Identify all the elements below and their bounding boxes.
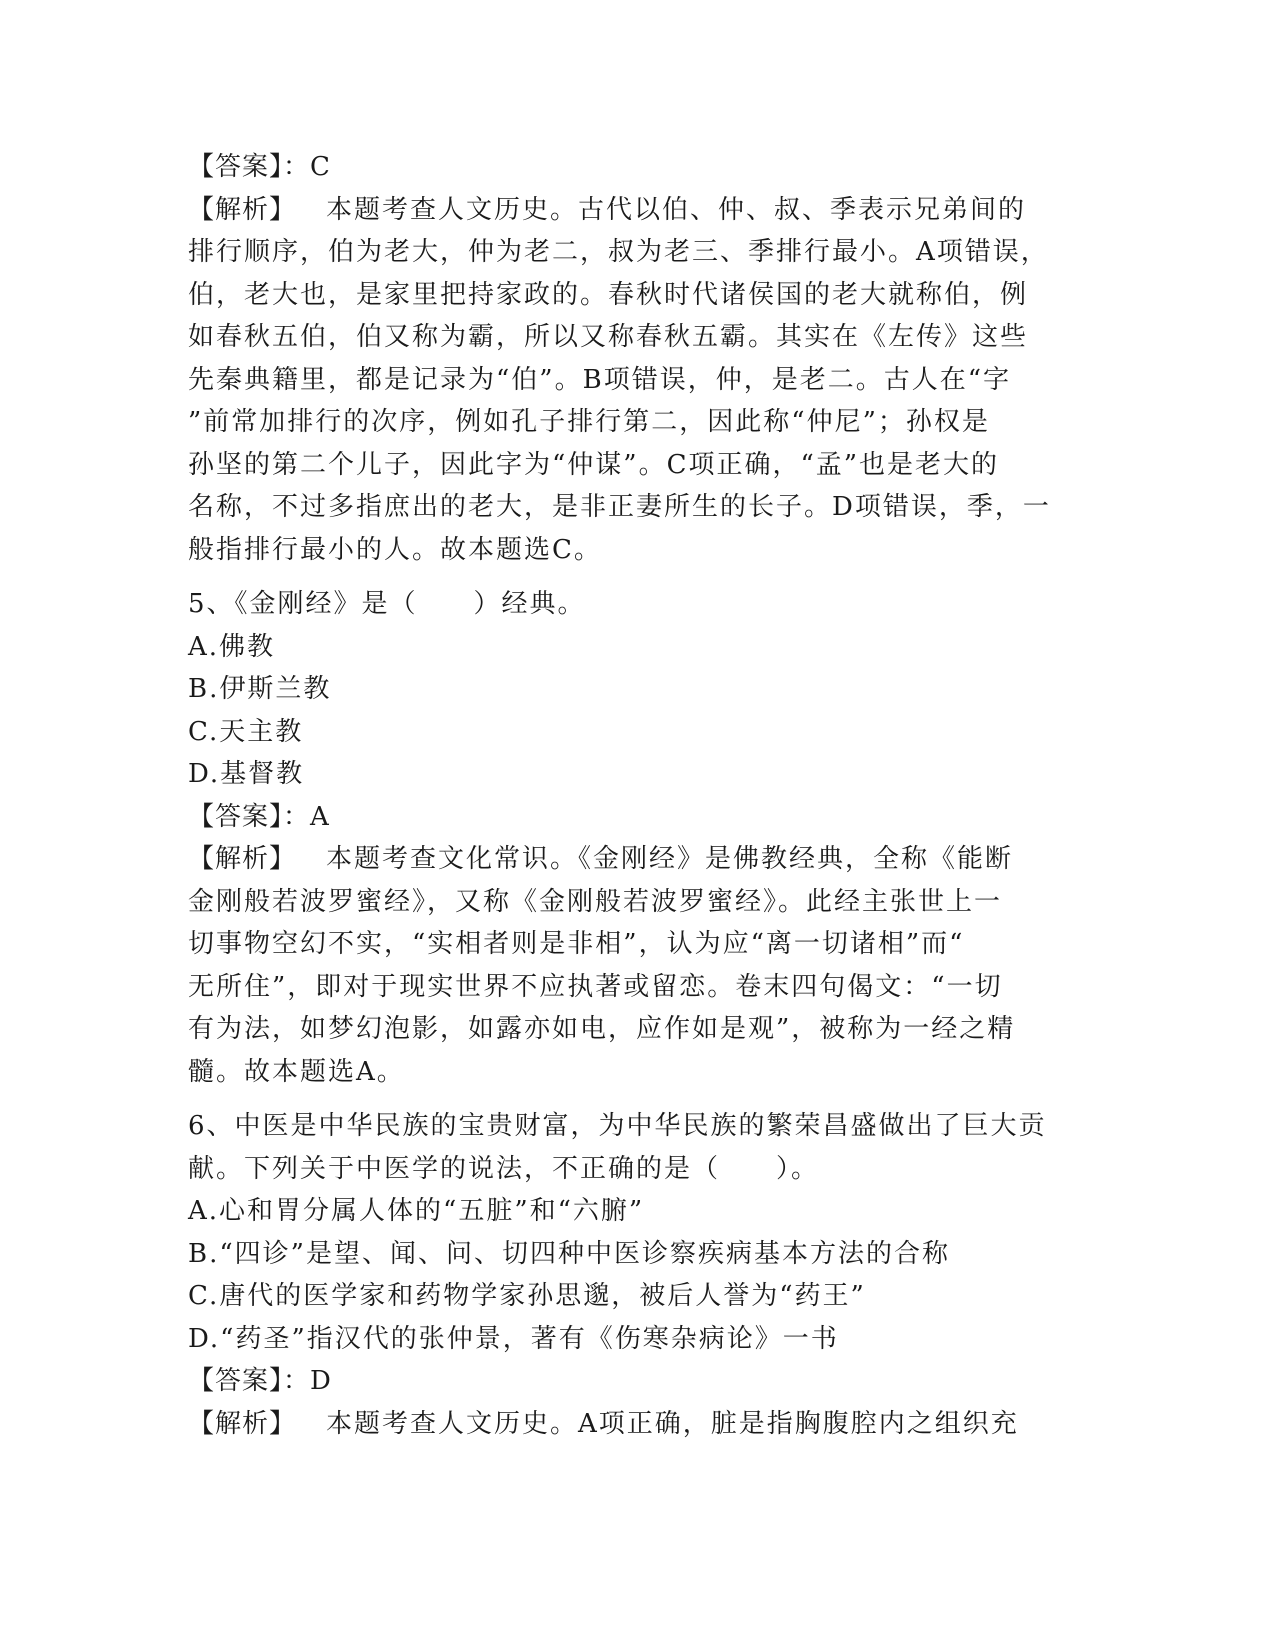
analysis-line: 有为法，如梦幻泡影，如露亦如电，应作如是观”，被称为一经之精 xyxy=(188,1014,1016,1044)
answer-line xyxy=(188,146,1088,189)
option-c: C.唐代的医学家和药物学家孙思邈，被后人誉为“药王” xyxy=(188,1281,866,1311)
option-b: B.伊斯兰教 xyxy=(188,674,332,704)
question-stem: 6、中医是中华民族的宝贵财富，为中华民族的繁荣昌盛做出了巨大贡 xyxy=(188,1111,1047,1141)
analysis-line: 先秦典籍里，都是记录为“伯”。B项错误，仲，是老二。古人在“字 xyxy=(188,364,1011,395)
analysis-text: 本题考查文化常识。《金刚经》是佛教经典，全称《能断 xyxy=(326,844,1014,874)
option-d: D.“药圣”指汉代的张仲景，著有《伤寒杂病论》一书 xyxy=(188,1323,839,1354)
answer-line xyxy=(188,1360,1088,1403)
analysis-line: 如春秋五伯，伯又称为霸，所以又称春秋五霸。其实在《左传》这些 xyxy=(188,322,1029,352)
analysis-line: 名称，不过多指庶出的老大，是非正妻所生的长子。D项错误，季，一 xyxy=(188,492,1051,522)
answer-label: 【答案】： xyxy=(188,152,311,182)
analysis-line: 孙坚的第二个儿子，因此字为“仲谋”。C项正确，“孟”也是老大的 xyxy=(188,449,1000,480)
option-b: B.“四诊”是望、闻、问、切四种中医诊察疾病基本方法的合称 xyxy=(188,1238,950,1269)
analysis-line xyxy=(188,1403,1088,1446)
analysis-line xyxy=(188,189,1088,232)
option-a: A.心和胃分属人体的“五脏”和“六腑” xyxy=(188,1196,645,1226)
analysis-label: 【解析】 xyxy=(188,844,297,874)
analysis-line: 切事物空幻不实，“实相者则是非相”，认为应“离一切诸相”而“ xyxy=(188,929,965,959)
answer-value: D xyxy=(310,1366,333,1396)
answer-line xyxy=(188,796,1088,839)
analysis-label: 【解析】 xyxy=(188,1408,297,1439)
document-content xyxy=(188,146,1088,1445)
answer-label: 【答案】： xyxy=(188,801,311,832)
analysis-line: 般指排行最小的人。故本题选C。 xyxy=(188,534,602,565)
analysis-line: 金刚般若波罗蜜经》，又称《金刚般若波罗蜜经》。此经主张世上一 xyxy=(188,886,1003,917)
answer-value: C xyxy=(310,152,332,182)
analysis-label: 【解析】 xyxy=(188,194,297,225)
analysis-text: 本题考查人文历史。A项正确，脏是指胸腹腔内之组织充 xyxy=(326,1408,1019,1439)
option-a: A.佛教 xyxy=(188,631,276,662)
analysis-line: 无所住”，即对于现实世界不应执著或留恋。卷末四句偈文：“一切 xyxy=(188,971,1003,1002)
option-d: D.基督教 xyxy=(188,759,305,789)
analysis-text: 本题考查人文历史。古代以伯、仲、叔、季表示兄弟间的 xyxy=(326,194,1027,225)
analysis-line xyxy=(188,838,1088,881)
analysis-line: 髓。故本题选A。 xyxy=(188,1056,405,1087)
answer-label: 【答案】： xyxy=(188,1366,311,1396)
question-stem: 献。下列关于中医学的说法，不正确的是（ ）。 xyxy=(188,1153,820,1184)
answer-value: A xyxy=(310,801,331,832)
option-c: C.天主教 xyxy=(188,716,304,747)
question-stem: 5、《金刚经》是（ ）经典。 xyxy=(188,589,586,619)
analysis-line: 排行顺序，伯为老大，仲为老二，叔为老三、季排行最小。A项错误， xyxy=(188,237,1049,267)
analysis-line: ”前常加排行的次序，例如孔子排行第二，因此称“仲尼”；孙权是 xyxy=(188,407,990,437)
analysis-line: 伯，老大也，是家里把持家政的。春秋时代诸侯国的老大就称伯，例 xyxy=(188,279,1029,310)
